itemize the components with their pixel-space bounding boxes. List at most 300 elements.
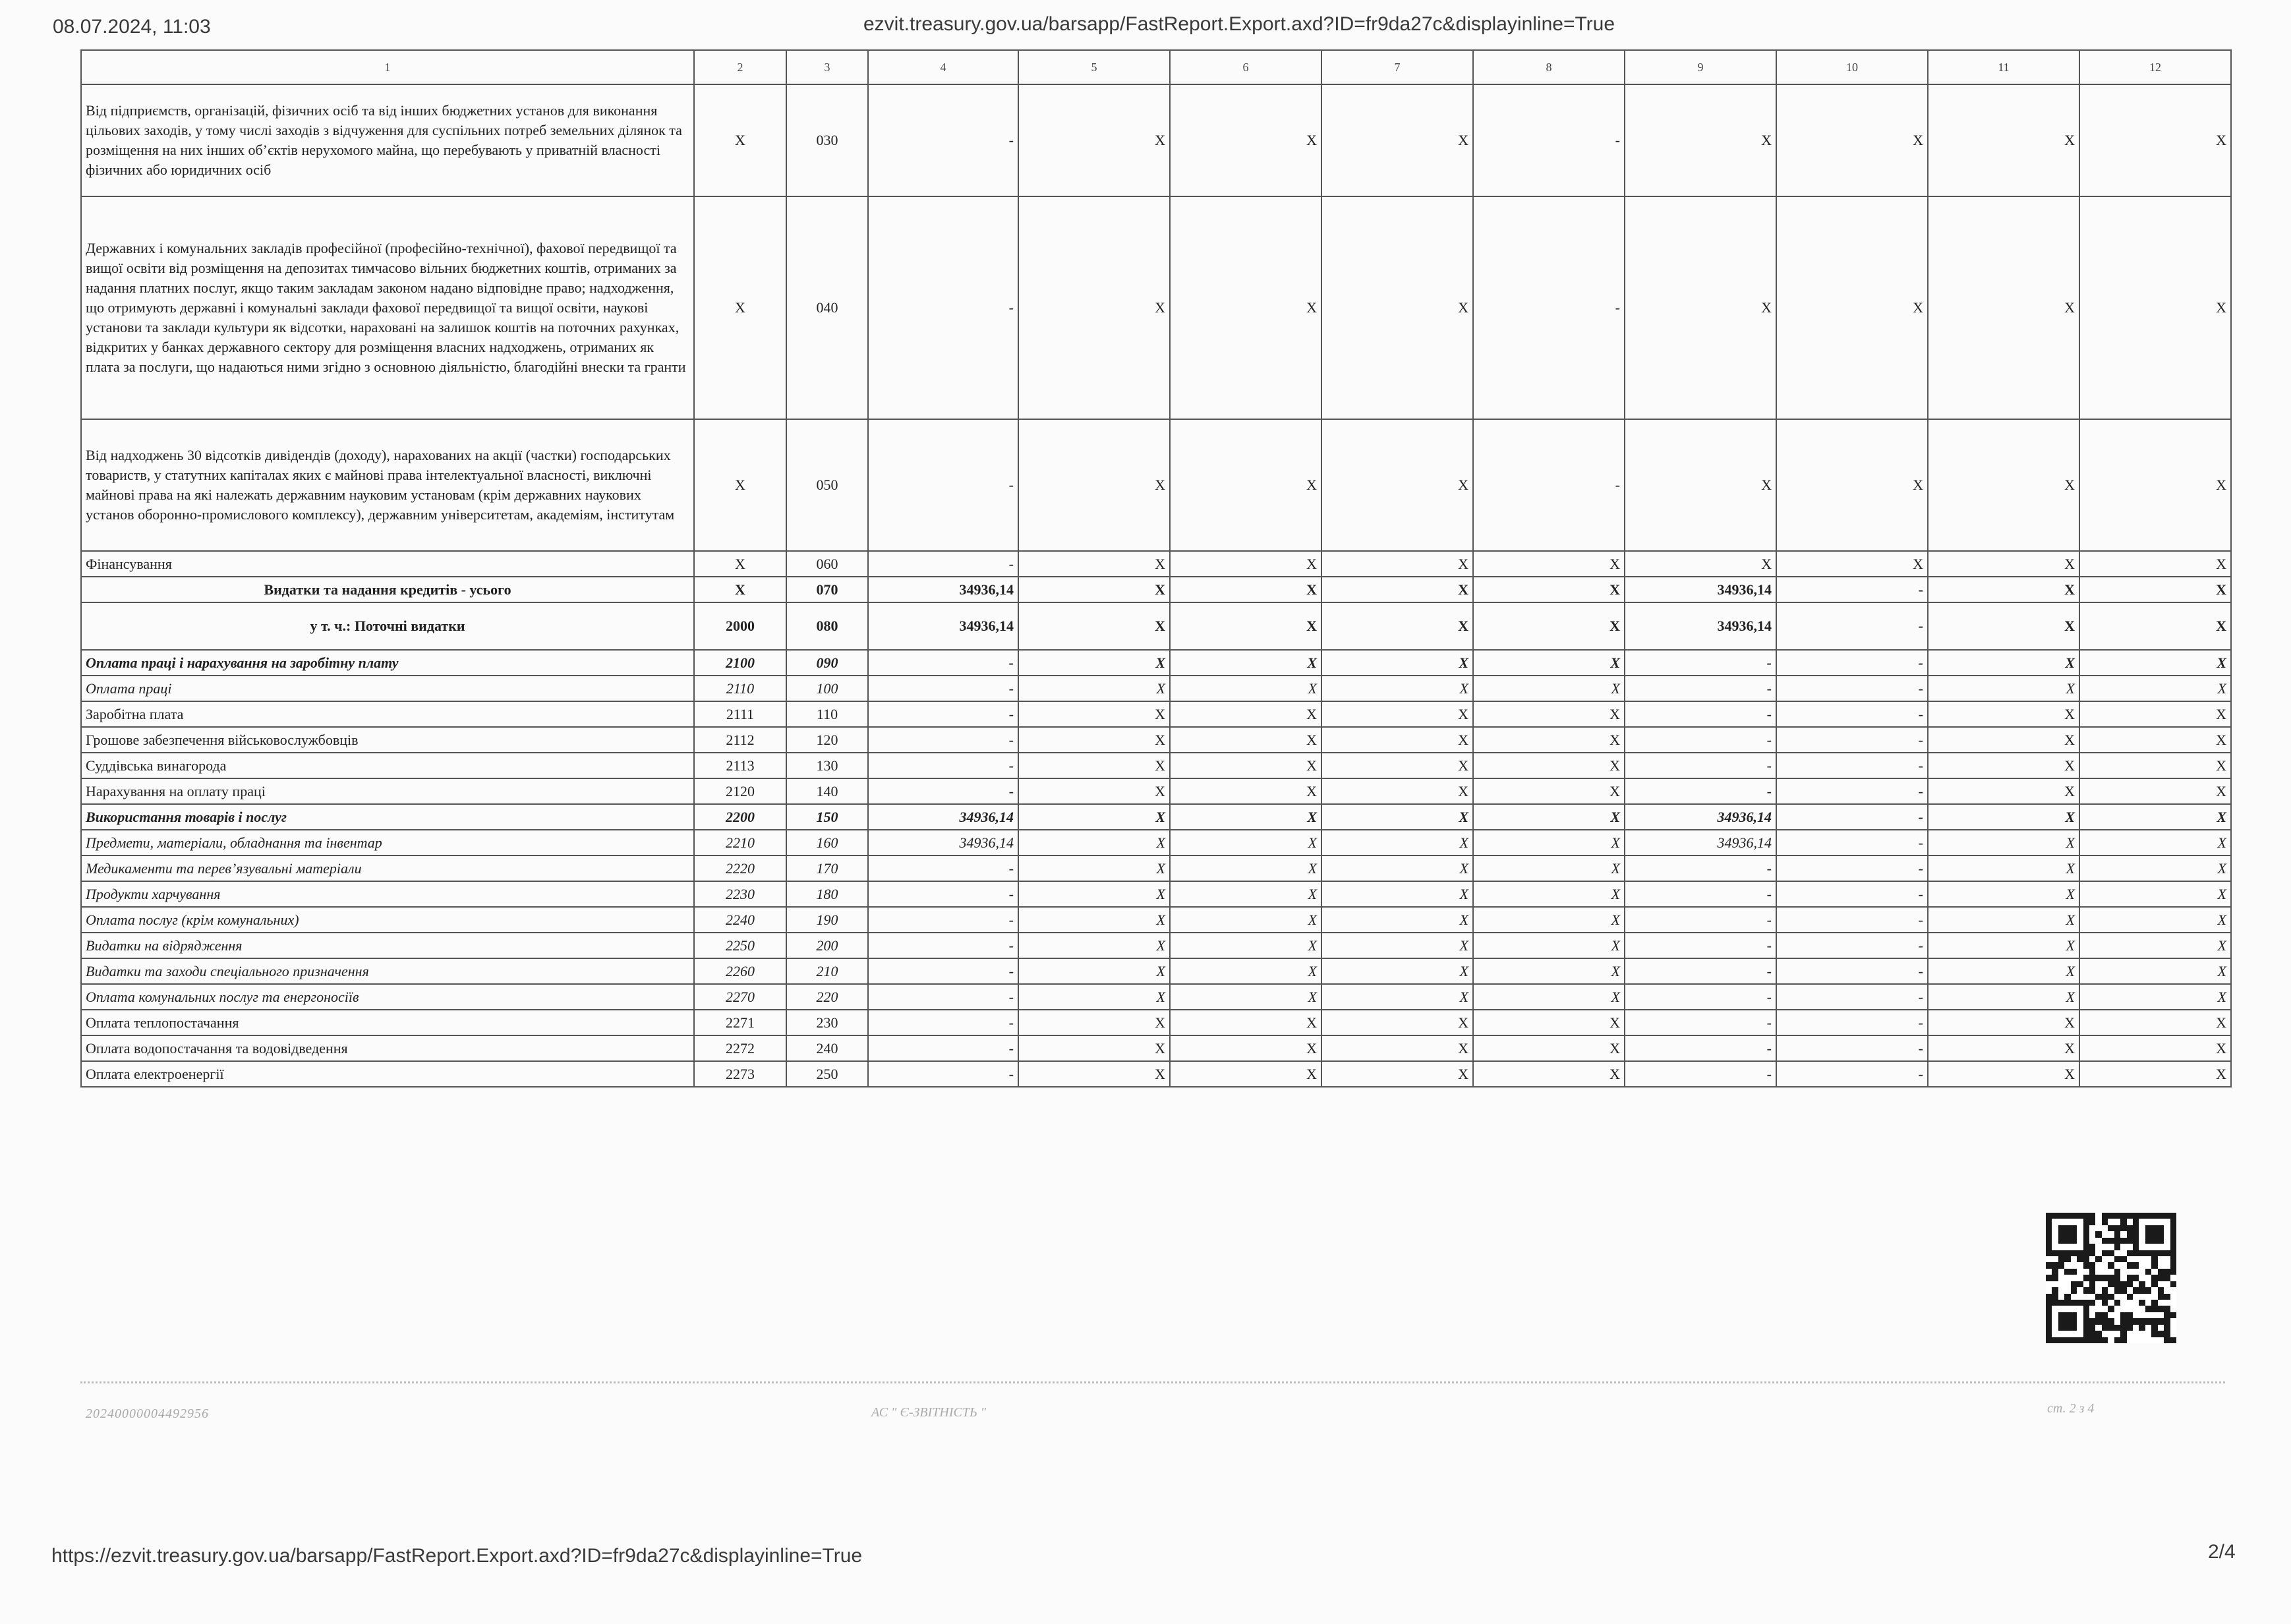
value-col-10: X [1776,419,1928,551]
column-number-6: 6 [1170,50,1321,84]
kekv-code: 2270 [694,984,786,1010]
value-col-11: X [1928,1035,2079,1061]
value-col-8: - [1473,419,1625,551]
value-col-5: X [1018,958,1170,984]
value-col-9: 34936,14 [1625,830,1776,856]
kekv-code: 2112 [694,727,786,753]
table-row [81,196,2231,419]
value-col-7: X [1321,1061,1473,1087]
line-code: 140 [786,778,868,804]
value-col-8: - [1473,84,1625,196]
value-col-11: X [1928,577,2079,602]
value-col-9: 34936,14 [1625,804,1776,830]
column-number-2: 2 [694,50,786,84]
line-code: 230 [786,1010,868,1035]
value-col-12: X [2079,1061,2231,1087]
value-col-12: X [2079,602,2231,650]
value-col-6: X [1170,984,1321,1010]
kekv-code: X [694,551,786,577]
value-col-8: X [1473,984,1625,1010]
table-row [81,727,2231,753]
kekv-code: 2273 [694,1061,786,1087]
kekv-code: 2230 [694,881,786,907]
value-col-7: X [1321,907,1473,933]
value-col-4: - [868,856,1018,881]
value-col-9: - [1625,958,1776,984]
qr-code-image [2046,1213,2176,1343]
value-col-11: X [1928,196,2079,419]
value-col-8: X [1473,650,1625,676]
value-col-10: - [1776,727,1928,753]
table-row [81,1035,2231,1061]
value-col-11: X [1928,958,2079,984]
value-col-11: X [1928,419,2079,551]
column-number-5: 5 [1018,50,1170,84]
line-code: 100 [786,676,868,701]
value-col-7: X [1321,1010,1473,1035]
line-code: 080 [786,602,868,650]
value-col-11: X [1928,1010,2079,1035]
value-col-8: X [1473,804,1625,830]
value-col-10: - [1776,1061,1928,1087]
value-col-5: X [1018,778,1170,804]
value-col-6: X [1170,602,1321,650]
line-code: 040 [786,196,868,419]
value-col-6: X [1170,577,1321,602]
line-code: 090 [786,650,868,676]
footer-separator [80,1381,2225,1383]
value-col-5: X [1018,753,1170,778]
kekv-code: 2000 [694,602,786,650]
value-col-4: - [868,551,1018,577]
line-code: 060 [786,551,868,577]
value-col-10: - [1776,577,1928,602]
value-col-4: - [868,196,1018,419]
line-code: 160 [786,830,868,856]
value-col-6: X [1170,1010,1321,1035]
value-col-6: X [1170,196,1321,419]
row-description: Оплата праці і нарахування на заробітну плату [81,650,694,676]
row-description: Використання товарів і послуг [81,804,694,830]
value-col-9: - [1625,881,1776,907]
value-col-10: X [1776,551,1928,577]
value-col-7: X [1321,650,1473,676]
value-col-7: X [1321,196,1473,419]
value-col-5: X [1018,676,1170,701]
table-row [81,1061,2231,1087]
table-row [81,958,2231,984]
row-description: Грошове забезпечення військовослужбовців [81,727,694,753]
print-url: https://ezvit.treasury.gov.ua/barsapp/FastReport.Export.axd?ID=fr9da27c&displayinline=True [51,1545,863,1567]
table-row [81,856,2231,881]
value-col-5: X [1018,804,1170,830]
value-col-11: X [1928,676,2079,701]
value-col-12: X [2079,830,2231,856]
value-col-6: X [1170,804,1321,830]
value-col-5: X [1018,551,1170,577]
value-col-6: X [1170,701,1321,727]
value-col-5: X [1018,650,1170,676]
column-number-7: 7 [1321,50,1473,84]
value-col-6: X [1170,830,1321,856]
value-col-11: X [1928,602,2079,650]
value-col-10: - [1776,753,1928,778]
value-col-11: X [1928,778,2079,804]
value-col-7: X [1321,933,1473,958]
value-col-4: - [868,1061,1018,1087]
table-row [81,701,2231,727]
value-col-8: X [1473,701,1625,727]
row-description: Видатки та заходи спеціального призначення [81,958,694,984]
value-col-10: - [1776,1035,1928,1061]
value-col-9: X [1625,196,1776,419]
column-number-3: 3 [786,50,868,84]
row-description: Оплата послуг (крім комунальних) [81,907,694,933]
value-col-10: - [1776,933,1928,958]
value-col-5: X [1018,419,1170,551]
value-col-9: - [1625,676,1776,701]
report-body [81,50,2231,1087]
value-col-11: X [1928,551,2079,577]
value-col-7: X [1321,958,1473,984]
value-col-4: - [868,958,1018,984]
value-col-7: X [1321,830,1473,856]
table-row [81,650,2231,676]
value-col-12: X [2079,196,2231,419]
value-col-6: X [1170,753,1321,778]
row-description: Суддівська винагорода [81,753,694,778]
kekv-code: 2210 [694,830,786,856]
row-description: Предмети, матеріали, обладнання та інвентар [81,830,694,856]
value-col-12: X [2079,933,2231,958]
value-col-10: - [1776,856,1928,881]
value-col-9: - [1625,1010,1776,1035]
row-description: Оплата електроенергії [81,1061,694,1087]
value-col-12: X [2079,984,2231,1010]
table-row [81,830,2231,856]
kekv-code: 2260 [694,958,786,984]
value-col-7: X [1321,984,1473,1010]
value-col-5: X [1018,577,1170,602]
value-col-7: X [1321,804,1473,830]
value-col-11: X [1928,650,2079,676]
value-col-9: - [1625,727,1776,753]
row-description: Оплата праці [81,676,694,701]
line-code: 170 [786,856,868,881]
value-col-6: X [1170,84,1321,196]
value-col-11: X [1928,804,2079,830]
value-col-12: X [2079,84,2231,196]
value-col-6: X [1170,551,1321,577]
column-number-9: 9 [1625,50,1776,84]
line-code: 250 [786,1061,868,1087]
value-col-9: - [1625,984,1776,1010]
value-col-12: X [2079,804,2231,830]
line-code: 150 [786,804,868,830]
line-code: 200 [786,933,868,958]
table-row [81,602,2231,650]
value-col-8: X [1473,856,1625,881]
column-number-11: 11 [1928,50,2079,84]
value-col-10: - [1776,984,1928,1010]
value-col-8: X [1473,778,1625,804]
column-number-4: 4 [868,50,1018,84]
value-col-10: - [1776,830,1928,856]
value-col-7: X [1321,856,1473,881]
value-col-7: X [1321,753,1473,778]
value-col-5: X [1018,196,1170,419]
value-col-12: X [2079,419,2231,551]
value-col-5: X [1018,1061,1170,1087]
value-col-5: X [1018,84,1170,196]
value-col-8: X [1473,907,1625,933]
value-col-12: X [2079,676,2231,701]
value-col-6: X [1170,1035,1321,1061]
value-col-4: - [868,650,1018,676]
browser-print-footer [0,1540,2291,1573]
value-col-12: X [2079,907,2231,933]
value-col-12: X [2079,577,2231,602]
row-description: Нарахування на оплату праці [81,778,694,804]
value-col-9: - [1625,650,1776,676]
value-col-12: X [2079,753,2231,778]
value-col-8: X [1473,1061,1625,1087]
value-col-8: X [1473,727,1625,753]
value-col-10: - [1776,650,1928,676]
line-code: 190 [786,907,868,933]
value-col-8: X [1473,881,1625,907]
line-code: 110 [786,701,868,727]
value-col-10: - [1776,1010,1928,1035]
value-col-6: X [1170,933,1321,958]
value-col-11: X [1928,84,2079,196]
value-col-5: X [1018,881,1170,907]
column-number-8: 8 [1473,50,1625,84]
table-row [81,804,2231,830]
value-col-10: - [1776,602,1928,650]
value-col-5: X [1018,984,1170,1010]
value-col-9: - [1625,1061,1776,1087]
value-col-5: X [1018,701,1170,727]
value-col-7: X [1321,577,1473,602]
value-col-7: X [1321,551,1473,577]
value-col-6: X [1170,778,1321,804]
value-col-6: X [1170,1061,1321,1087]
print-datetime: 08.07.2024, 11:03 [53,16,211,38]
value-col-7: X [1321,778,1473,804]
kekv-code: 2220 [694,856,786,881]
value-col-9: - [1625,1035,1776,1061]
document-page-number: ст. 2 з 4 [2047,1401,2095,1416]
kekv-code: 2240 [694,907,786,933]
value-col-9: - [1625,856,1776,881]
value-col-8: X [1473,602,1625,650]
value-col-12: X [2079,650,2231,676]
row-description: Заробітна плата [81,701,694,727]
value-col-10: - [1776,701,1928,727]
line-code: 210 [786,958,868,984]
value-col-6: X [1170,650,1321,676]
value-col-6: X [1170,419,1321,551]
table-row [81,778,2231,804]
value-col-9: X [1625,551,1776,577]
value-col-5: X [1018,907,1170,933]
row-description: Оплата водопостачання та водовідведення [81,1035,694,1061]
value-col-8: X [1473,1035,1625,1061]
value-col-8: X [1473,676,1625,701]
value-col-7: X [1321,701,1473,727]
kekv-code: X [694,84,786,196]
value-col-5: X [1018,856,1170,881]
table-row [81,551,2231,577]
value-col-8: X [1473,933,1625,958]
value-col-10: - [1776,676,1928,701]
value-col-4: - [868,907,1018,933]
value-col-10: - [1776,907,1928,933]
value-col-8: X [1473,1010,1625,1035]
value-col-4: - [868,727,1018,753]
value-col-9: - [1625,933,1776,958]
row-description: Оплата комунальних послуг та енергоносіїв [81,984,694,1010]
value-col-7: X [1321,676,1473,701]
value-col-6: X [1170,907,1321,933]
value-col-11: X [1928,727,2079,753]
table-row [81,676,2231,701]
value-col-7: X [1321,84,1473,196]
value-col-9: - [1625,778,1776,804]
value-col-4: - [868,84,1018,196]
value-col-6: X [1170,881,1321,907]
line-code: 180 [786,881,868,907]
row-description: Медикаменти та перев’язувальні матеріали [81,856,694,881]
value-col-6: X [1170,856,1321,881]
value-col-8: X [1473,577,1625,602]
table-row [81,84,2231,196]
value-col-12: X [2079,551,2231,577]
kekv-code: X [694,577,786,602]
row-description: Продукти харчування [81,881,694,907]
row-description: Оплата теплопостачання [81,1010,694,1035]
value-col-10: - [1776,804,1928,830]
table-row [81,984,2231,1010]
value-col-4: - [868,676,1018,701]
kekv-code: X [694,419,786,551]
value-col-12: X [2079,727,2231,753]
value-col-12: X [2079,1035,2231,1061]
kekv-code: 2271 [694,1010,786,1035]
report-table [80,49,2232,1088]
value-col-5: X [1018,830,1170,856]
table-row [81,1010,2231,1035]
kekv-code: 2272 [694,1035,786,1061]
value-col-6: X [1170,676,1321,701]
value-col-10: X [1776,196,1928,419]
row-description: Від підприємств, організацій, фізичних осіб та від інших бюджетних установ для виконання цільових заходів, у тому числі заходів з відчуження для суспільних потреб земельних ділянок та розміщення на них інших об’єктів нерухомого майна, що перебувають у приватній власності фізичних або юридичних осіб [81,84,694,196]
document-id: 20240000004492956 [86,1406,209,1421]
value-col-4: 34936,14 [868,804,1018,830]
kekv-code: X [694,196,786,419]
kekv-code: 2120 [694,778,786,804]
value-col-9: 34936,14 [1625,577,1776,602]
value-col-8: X [1473,753,1625,778]
value-col-11: X [1928,701,2079,727]
row-description: Видатки на відрядження [81,933,694,958]
value-col-11: X [1928,933,2079,958]
table-row [81,419,2231,551]
column-number-10: 10 [1776,50,1928,84]
value-col-11: X [1928,881,2079,907]
value-col-7: X [1321,1035,1473,1061]
value-col-6: X [1170,958,1321,984]
row-description: Фінансування [81,551,694,577]
table-row [81,933,2231,958]
value-col-9: - [1625,701,1776,727]
value-col-5: X [1018,933,1170,958]
value-col-11: X [1928,907,2079,933]
table-row [81,753,2231,778]
value-col-9: - [1625,753,1776,778]
value-col-4: 34936,14 [868,577,1018,602]
column-number-12: 12 [2079,50,2231,84]
value-col-11: X [1928,856,2079,881]
value-col-4: - [868,419,1018,551]
value-col-4: - [868,701,1018,727]
value-col-9: 34936,14 [1625,602,1776,650]
line-code: 050 [786,419,868,551]
value-col-12: X [2079,856,2231,881]
column-number-row [81,50,2231,84]
value-col-10: X [1776,84,1928,196]
kekv-code: 2100 [694,650,786,676]
print-page-title: ezvit.treasury.gov.ua/barsapp/FastReport.Export.axd?ID=fr9da27c&displayinline=True [863,13,1615,35]
value-col-12: X [2079,881,2231,907]
row-description: Видатки та надання кредитів - усього [81,577,694,602]
print-page-counter: 2/4 [2208,1541,2236,1563]
value-col-4: - [868,778,1018,804]
value-col-12: X [2079,1010,2231,1035]
value-col-11: X [1928,984,2079,1010]
value-col-11: X [1928,830,2079,856]
value-col-4: - [868,1035,1018,1061]
value-col-9: X [1625,84,1776,196]
kekv-code: 2111 [694,701,786,727]
line-code: 220 [786,984,868,1010]
value-col-9: X [1625,419,1776,551]
value-col-5: X [1018,727,1170,753]
value-col-4: - [868,1010,1018,1035]
kekv-code: 2200 [694,804,786,830]
value-col-5: X [1018,1035,1170,1061]
kekv-code: 2110 [694,676,786,701]
row-description: Від надходжень 30 відсотків дивідендів (доходу), нарахованих на акції (частки) господарських товариств, у статутних капіталах яких є майнові права інтелектуальної власності, виключні майнові права на які належать державним науковим установам (крім державних наукових установ оборонно-промислового комплексу), державним університетам, академіям, інститутам [81,419,694,551]
value-col-4: 34936,14 [868,830,1018,856]
value-col-4: - [868,881,1018,907]
value-col-8: - [1473,196,1625,419]
browser-print-header [0,9,2291,42]
value-col-5: X [1018,1010,1170,1035]
value-col-10: - [1776,958,1928,984]
value-col-4: - [868,984,1018,1010]
kekv-code: 2113 [694,753,786,778]
value-col-7: X [1321,419,1473,551]
kekv-code: 2250 [694,933,786,958]
column-number-1: 1 [81,50,694,84]
value-col-4: 34936,14 [868,602,1018,650]
value-col-12: X [2079,778,2231,804]
value-col-7: X [1321,881,1473,907]
value-col-4: - [868,753,1018,778]
line-code: 120 [786,727,868,753]
